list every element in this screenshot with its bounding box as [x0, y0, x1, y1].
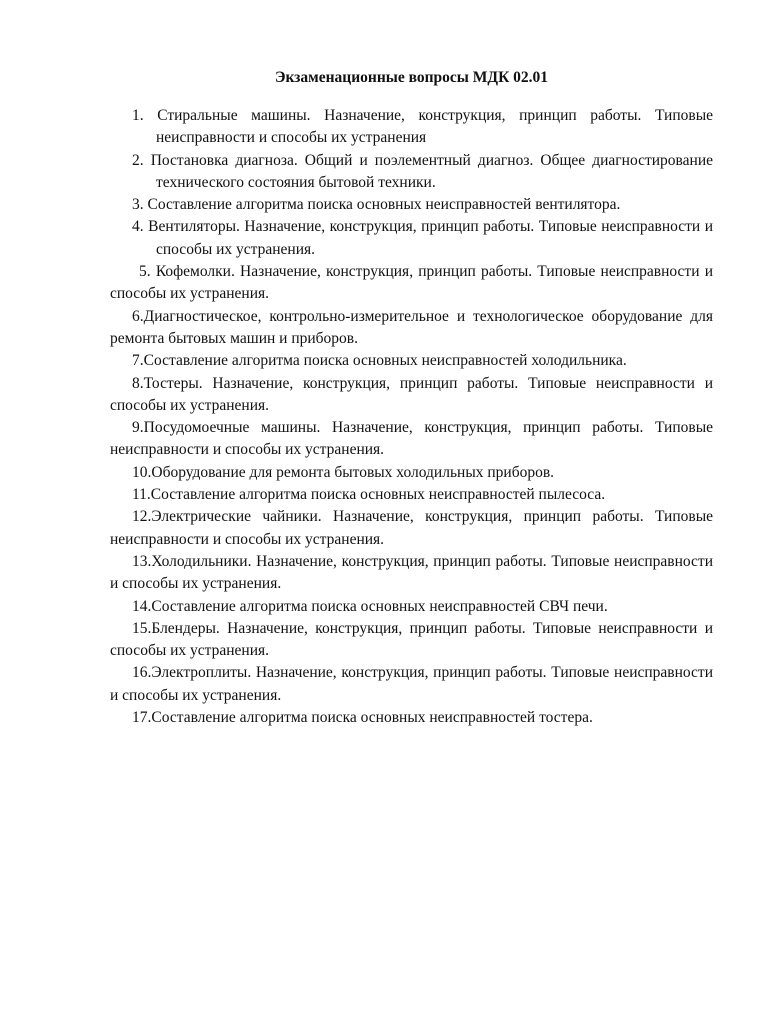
question-item: 14.Составление алгоритма поиска основных неисправностей СВЧ печи.	[132, 597, 608, 615]
question-item: 3. Составление алгоритма поиска основных неисправностей вентилятора.	[132, 196, 621, 214]
question-item: 8.Тостеры. Назначение, конструкция, принцип работы. Типовые неисправности и способы их устранения.	[110, 374, 713, 414]
question-item: 17.Составление алгоритма поиска основных неисправностей тостера.	[132, 709, 593, 727]
question-item: 16.Электроплиты. Назначение, конструкция, принцип работы. Типовые неисправности и способы их устранения.	[110, 664, 713, 704]
question-item: 4. Вентиляторы. Назначение, конструкция, принцип работы. Типовые неисправности и способы их устранения.	[132, 218, 713, 258]
question-item: 5. Кофемолки. Назначение, конструкция, принцип работы. Типовые неисправности и способы их устранения.	[110, 263, 713, 303]
document-title: Экзаменационные вопросы МДК 02.01	[274, 69, 549, 86]
question-item: 12.Электрические чайники. Назначение, конструкция, принцип работы. Типовые неисправности и способы их устранения.	[110, 508, 713, 548]
question-item: 2. Постановка диагноза. Общий и поэлементный диагноз. Общее диагностирование технического состояния бытовой техники.	[132, 151, 713, 191]
question-item: 1. Стиральные машины. Назначение, конструкция, принцип работы. Типовые неисправности и способы их устранения	[132, 107, 713, 147]
question-item: 10.Оборудование для ремонта бытовых холодильных приборов.	[132, 463, 555, 481]
question-item: 9.Посудомоечные машины. Назначение, конструкция, принцип работы. Типовые неисправности и способы их устранения.	[110, 419, 713, 459]
document-page	[110, 66, 713, 729]
question-item: 6.Диагностическое, контрольно-измерительное и технологическое оборудование для ремонта бытовых машин и приборов.	[110, 307, 713, 347]
question-item: 13.Холодильники. Назначение, конструкция, принцип работы. Типовые неисправности и способы их устранения.	[110, 552, 713, 593]
question-item: 15.Блендеры. Назначение, конструкция, принцип работы. Типовые неисправности и способы их устранения.	[110, 619, 713, 660]
question-item: 7.Составление алгоритма поиска основных неисправностей холодильника.	[132, 352, 627, 370]
question-item: 11.Составление алгоритма поиска основных неисправностей пылесоса.	[132, 486, 606, 504]
